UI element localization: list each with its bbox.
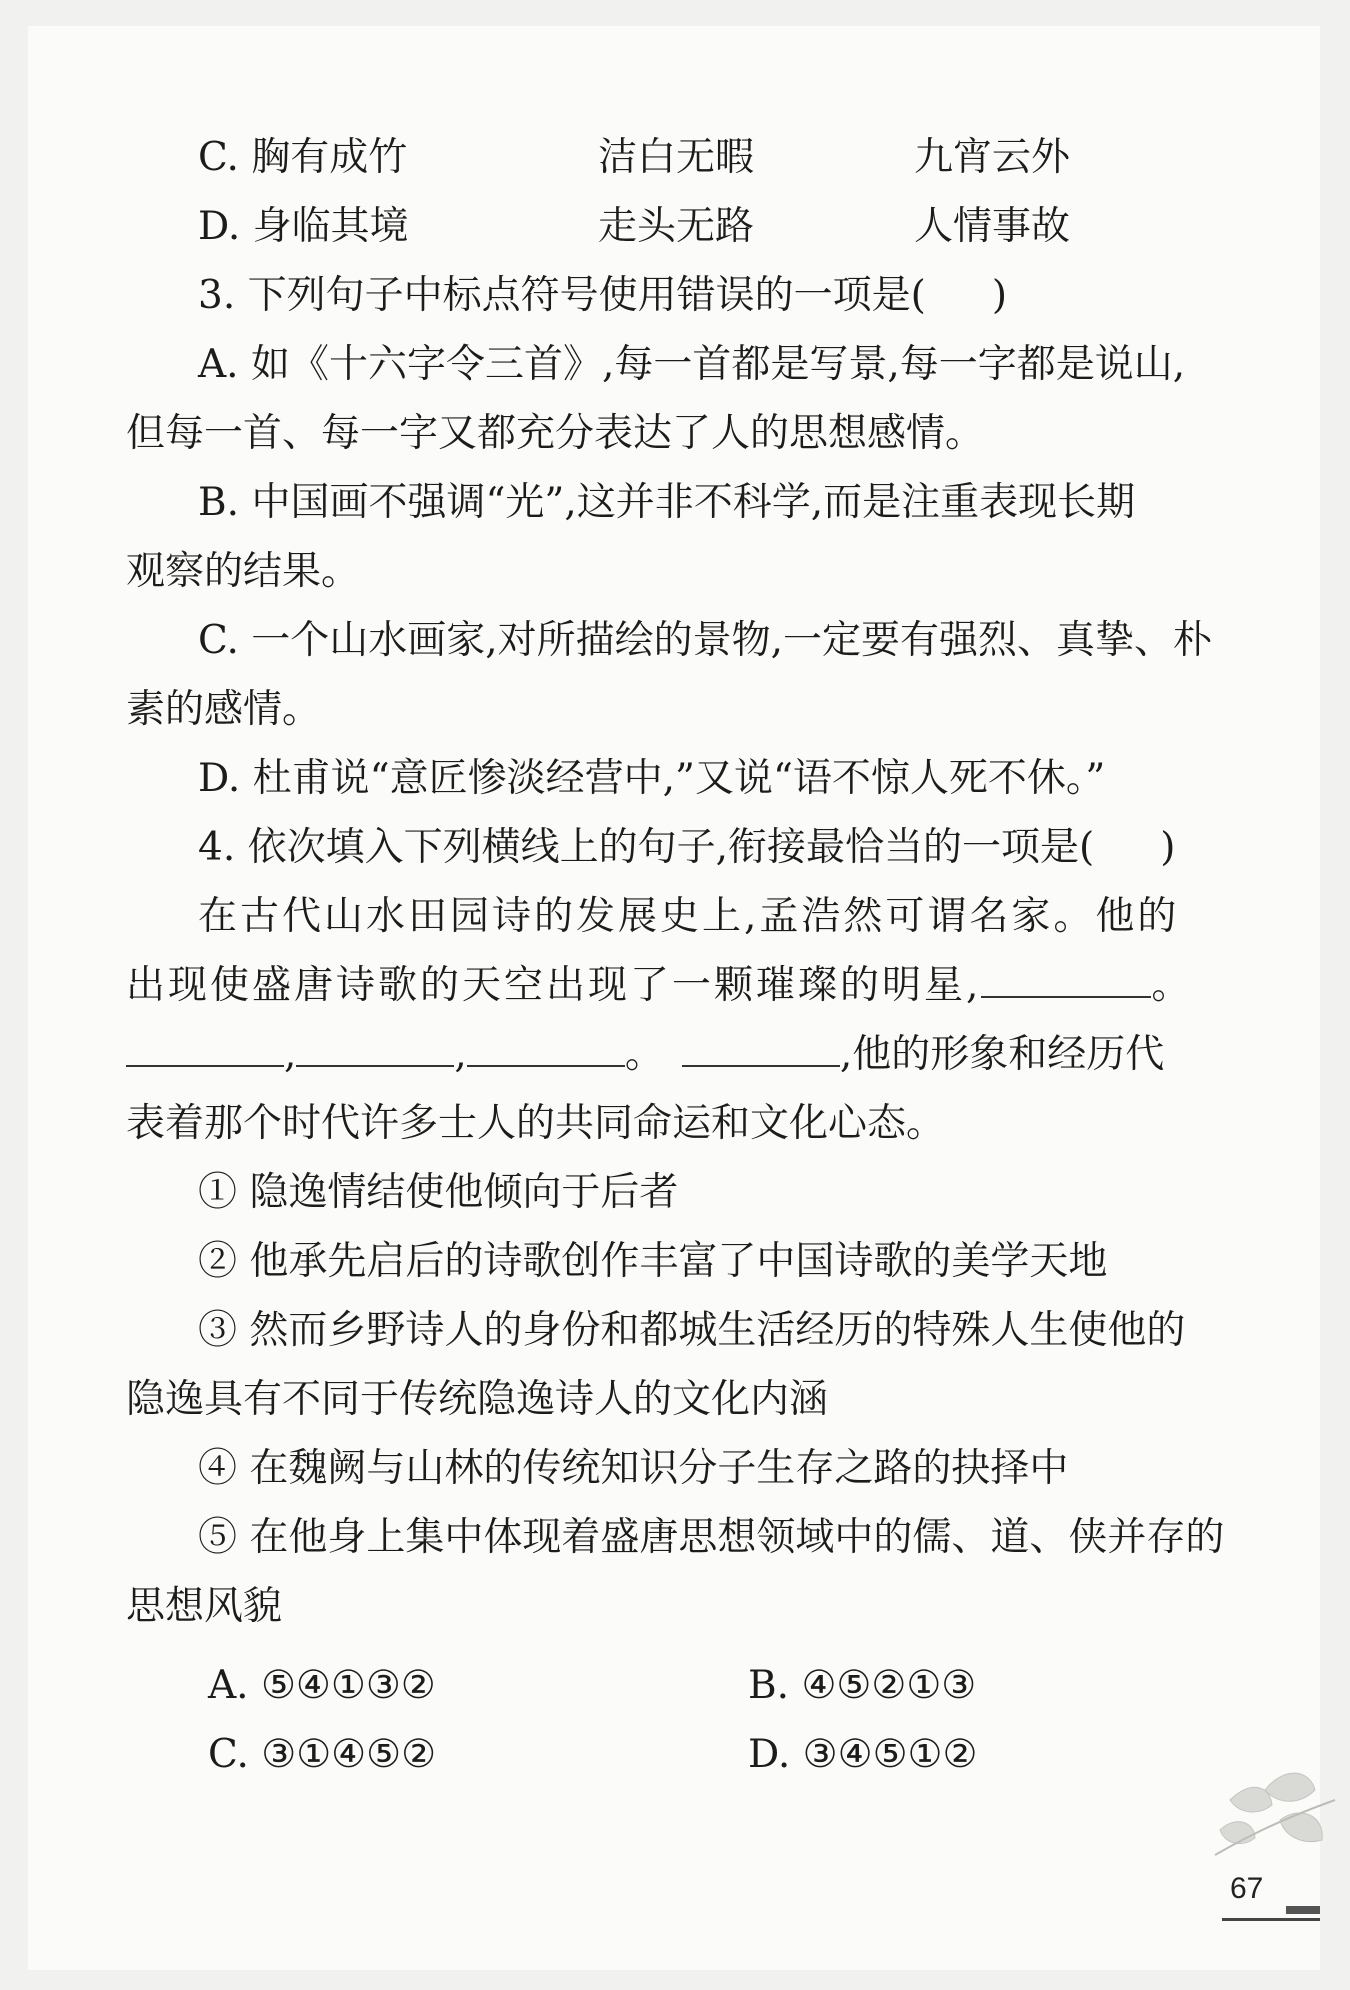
q4-passage-period: 。 <box>1151 963 1194 1008</box>
leaf-ornament-icon <box>1210 1760 1340 1870</box>
q4-passage-tail: ,他的形象和经历代 <box>839 1032 1165 1077</box>
q4-passage-line1: 在古代山水田园诗的发展史上,孟浩然可谓名家。他的 <box>198 894 1180 939</box>
question-3-stem <box>198 268 1007 324</box>
q4-passage-line3 <box>126 1027 1164 1083</box>
q4-sentence-3-line2: 隐逸具有不同于传统隐逸诗人的文化内涵 <box>126 1377 829 1422</box>
row-c-item-1: C. 胸有成竹 <box>198 135 408 180</box>
q4-sentence-5-line1: ⑤ 在他身上集中体现着盛唐思想领域中的儒、道、侠并存的 <box>198 1515 1225 1560</box>
q4-comma-2: , <box>454 1032 467 1077</box>
q4-period: 。 <box>624 1032 664 1077</box>
q3-option-c-line2: 素的感情。 <box>126 687 322 732</box>
row-c-item-2: 洁白无暇 <box>598 135 755 180</box>
row-c-item-3: 九宵云外 <box>914 135 1071 180</box>
q3-option-d: D. 杜甫说“意匠惨淡经营中,”又说“语不惊人死不休。” <box>198 756 1106 801</box>
q4-passage-line2 <box>126 958 1193 1014</box>
q4-passage-line4: 表着那个时代许多士人的共同命运和文化心态。 <box>126 1101 946 1146</box>
q3-option-c-line1: C. 一个山水画家,对所描绘的景物,一定要有强烈、真挚、朴 <box>198 618 1213 663</box>
question-4-stem <box>198 820 1175 876</box>
q4-stem-text: 4. 依次填入下列横线上的句子,衔接最恰当的一项是( <box>198 825 1095 870</box>
q4-choice-c[interactable]: C. ③①④⑤② <box>208 1732 437 1777</box>
q3-option-a-line1: A. 如《十六字令三首》,每一首都是写景,每一字都是说山, <box>198 342 1186 387</box>
q4-choice-a[interactable]: A. ⑤④①③② <box>208 1663 436 1708</box>
page-number: 67 <box>1230 1872 1264 1905</box>
q4-sentence-4: ④ 在魏阙与山林的传统知识分子生存之路的抉择中 <box>198 1446 1069 1491</box>
q4-sentence-3-line1: ③ 然而乡野诗人的身份和都城生活经历的特殊人生使他的 <box>198 1308 1186 1353</box>
q4-sentence-1: ① 隐逸情结使他倾向于后者 <box>198 1170 679 1215</box>
q4-passage-text: 出现使盛唐诗歌的天空出现了一颗璀璨的明星, <box>126 963 982 1008</box>
row-d-item-2: 走头无路 <box>598 204 755 249</box>
q4-comma-1: , <box>284 1032 297 1077</box>
q4-blank-4[interactable] <box>467 1029 625 1067</box>
q3-stem-close: ) <box>991 273 1008 318</box>
page-number-rule <box>1222 1918 1320 1921</box>
q4-sentence-2: ② 他承先启后的诗歌创作丰富了中国诗歌的美学天地 <box>198 1239 1108 1284</box>
row-d-item-3: 人情事故 <box>914 204 1071 249</box>
row-d-item-1: D. 身临其境 <box>198 204 409 249</box>
q4-choice-d[interactable]: D. ③④⑤①② <box>748 1732 978 1777</box>
q3-option-a-line2: 但每一首、每一字又都充分表达了人的思想感情。 <box>126 411 985 456</box>
q4-blank-5[interactable] <box>682 1029 840 1067</box>
page-number-bar <box>1286 1906 1320 1914</box>
q4-sentence-5-line2: 思想风貌 <box>126 1584 283 1629</box>
q3-stem-text: 3. 下列句子中标点符号使用错误的一项是( <box>198 273 926 318</box>
q4-stem-close: ) <box>1160 825 1176 870</box>
q4-choice-b[interactable]: B. ④⑤②①③ <box>748 1663 977 1708</box>
q4-blank-2[interactable] <box>126 1029 284 1067</box>
q3-option-b-line2: 观察的结果。 <box>126 549 361 594</box>
q4-blank-3[interactable] <box>296 1029 454 1067</box>
q3-option-b-line1: B. 中国画不强调“光”,这并非不科学,而是注重表现长期 <box>198 480 1136 525</box>
q4-blank-1[interactable] <box>981 960 1151 998</box>
